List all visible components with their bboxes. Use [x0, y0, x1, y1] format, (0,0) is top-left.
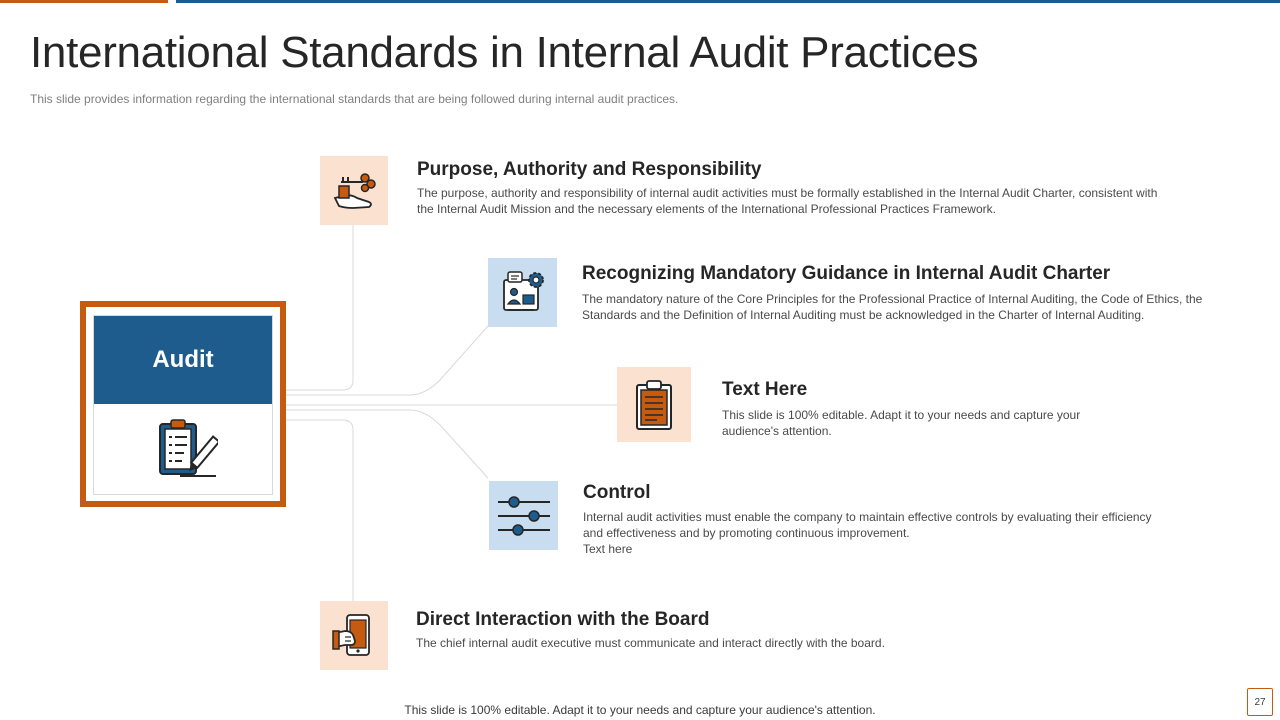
item-2-description: The mandatory nature of the Core Principles for the Professional Practice of Internal Auditing, the Code of Ethics, the Standards and the Definition of Internal Auditing must be acknowledged in the Charter of Internal Auditing. [582, 292, 1203, 322]
item-3-description: This slide is 100% editable. Adapt it to your needs and capture your audience's attention. [722, 408, 1081, 438]
item-2-title: Recognizing Mandatory Guidance in Internal Audit Charter [582, 263, 1111, 284]
profile-gear-icon [498, 268, 548, 318]
page-subtitle: This slide provides information regarding the international standards that are being followed during internal audit practices. [30, 92, 679, 106]
item-5-description: The chief internal audit executive must communicate and interact directly with the board. [416, 636, 885, 650]
item-1-icon-box [320, 156, 388, 225]
item-4-extra-text: Text here [583, 542, 633, 556]
item-4-description-text: Internal audit activities must enable the company to maintain effective controls by evaluating their efficiency and effectiveness and by promoting continuous improvement. [583, 510, 1152, 540]
clipboard-pencil-icon [154, 416, 218, 480]
clipboard-icon [631, 379, 677, 431]
item-4-description [583, 509, 1163, 557]
page-title: International Standards in Internal Audit Practices [30, 28, 979, 77]
footer-note: This slide is 100% editable. Adapt it to your needs and capture your audience's attention. [404, 703, 876, 717]
item-4-icon-box [489, 481, 558, 550]
hand-key-icon [331, 168, 377, 214]
item-4-title: Control [583, 482, 651, 503]
item-1-title: Purpose, Authority and Responsibility [417, 159, 762, 180]
hand-phone-icon [331, 611, 377, 661]
item-1-description: The purpose, authority and responsibility of internal audit activities must be formally established in the Internal Audit Charter, consistent with the Internal Audit Mission and the necessary elements of the International Professional Practices Framework. [417, 186, 1158, 216]
item-3-title: Text Here [722, 379, 808, 400]
item-2-icon-box [488, 258, 557, 327]
audit-card-inner [93, 315, 273, 495]
audit-label: Audit [94, 316, 272, 404]
page-number: 27 [1247, 688, 1273, 716]
item-5-title: Direct Interaction with the Board [416, 609, 710, 630]
item-3-icon-box [617, 367, 691, 442]
audit-card [80, 301, 286, 507]
item-5-icon-box [320, 601, 388, 670]
sliders-icon [496, 494, 552, 538]
